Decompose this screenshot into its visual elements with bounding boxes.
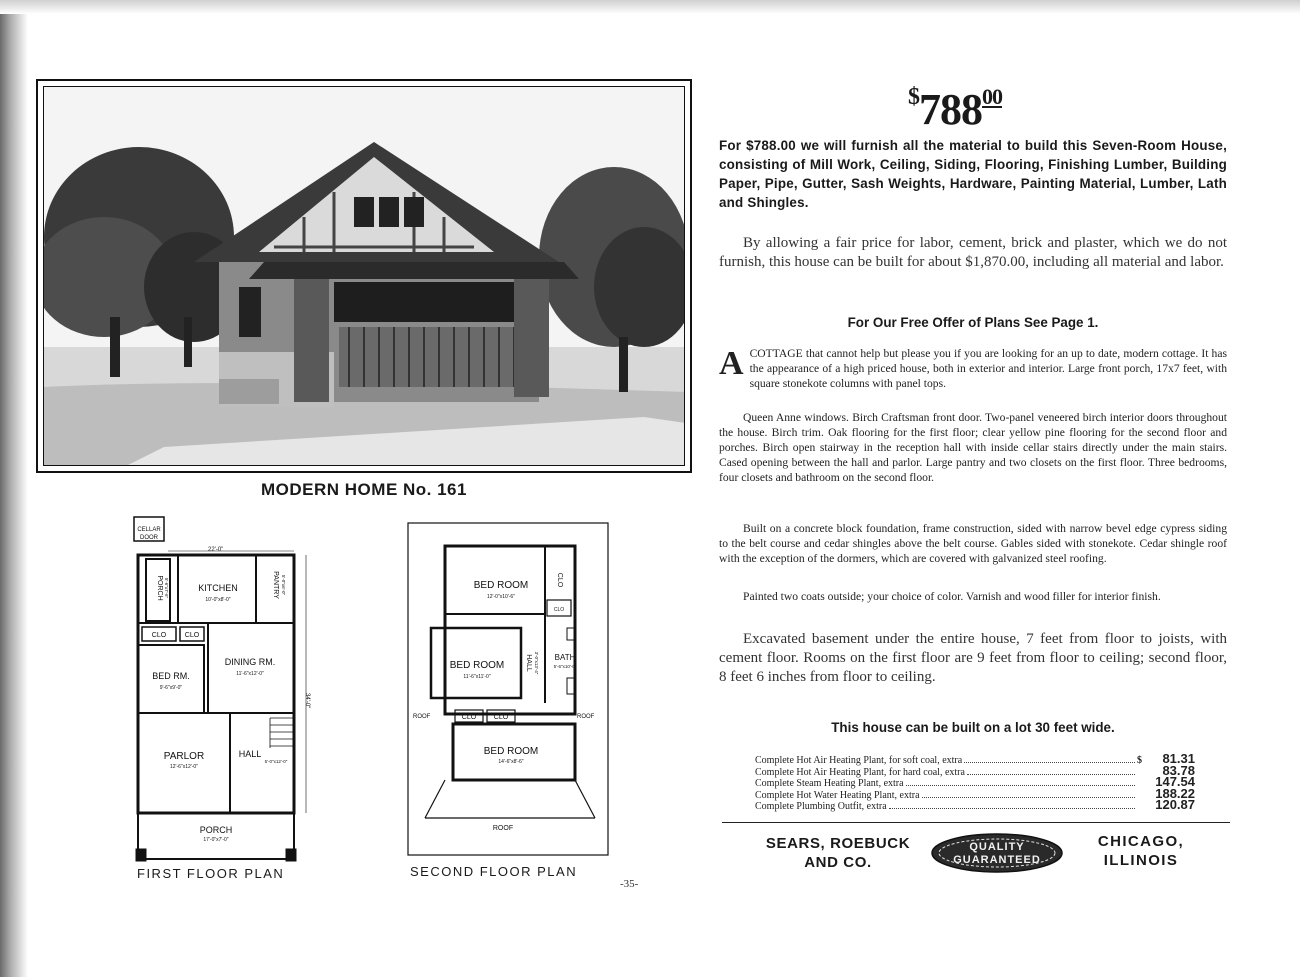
closet-1-label: CLO — [151, 632, 167, 639]
footer-divider — [722, 822, 1230, 823]
side-porch-dimensions: 5'-6"x7'-6" — [164, 577, 169, 599]
extra-item-amount: 120.87 — [1155, 797, 1195, 813]
second-floor-plan — [405, 518, 615, 863]
price-heading — [908, 72, 1002, 135]
extra-item — [755, 785, 1195, 801]
location-line-2: ILLINOIS — [1103, 852, 1179, 869]
house-drawing — [44, 87, 685, 466]
scan-top-shadow — [0, 0, 1300, 14]
house-illustration — [43, 86, 685, 466]
closet-b-label: CLO — [553, 607, 565, 613]
front-porch-dimensions: 17'-0"x7'-0" — [203, 837, 229, 843]
second-floor-caption: SECOND FLOOR PLAN — [410, 864, 578, 879]
bedroom-2-label: BED ROOM — [449, 660, 505, 671]
intro-paragraph: For $788.00 we will furnish all the material to build this Seven-Room House, consisting of Mill Work, Ceiling, Siding, Flooring, Finishing Lumber, Building Paper, Pipe, Gutter, Sash Weights, Hardware, Painting Material, Lumber, Lath and Shingles. — [719, 138, 1227, 210]
closet-d-label: CLO — [493, 714, 509, 721]
extra-item-label: Complete Steam Heating Plant, extra — [755, 778, 904, 790]
width-dimension: 22'-0" — [208, 547, 224, 553]
roof-left-label: ROOF — [413, 714, 431, 720]
extra-item — [755, 774, 1195, 790]
extra-item-amount: 83.78 — [1162, 762, 1195, 778]
closet-2-label: CLO — [184, 632, 200, 639]
description-paragraph-4: Painted two coats outside; your choice of color. Varnish and wood filler for interior finish. — [743, 590, 1161, 603]
scan-gutter-shadow — [0, 0, 28, 977]
location-line-1: CHICAGO, — [1097, 833, 1185, 850]
extra-item — [755, 762, 1195, 778]
leader-dots — [922, 797, 1135, 798]
description-paragraph-1 — [719, 346, 1227, 391]
extra-item-amount: 188.22 — [1155, 785, 1195, 801]
price-dollars: 788 — [919, 85, 982, 134]
cellar-door-label: DOOR — [140, 535, 158, 541]
extra-item-label: Complete Hot Air Heating Plant, for hard coal, extra — [755, 766, 965, 778]
extra-item-label: Complete Hot Water Heating Plant, extra — [755, 789, 920, 801]
extra-item-label: Complete Hot Air Heating Plant, for soft coal, extra — [755, 755, 963, 766]
front-porch-label: PORCH — [199, 825, 233, 835]
pantry-dimensions: 5'-0"x6'-0" — [281, 574, 286, 596]
house-illustration-frame — [36, 79, 692, 473]
quality-guaranteed-seal — [930, 832, 1064, 879]
bedroom-2-dimensions: 11'-6"x11'-0" — [463, 674, 491, 680]
company-name-line-2: AND CO. — [804, 854, 872, 871]
leader-dots — [906, 785, 1135, 786]
kitchen-dimensions: 10'-0"x8'-0" — [205, 597, 231, 603]
roof-right-label: ROOF — [577, 714, 595, 720]
roof-bottom-label: ROOF — [492, 825, 514, 832]
drop-cap: A — [719, 345, 744, 382]
depth-dimension: 34'-0" — [304, 693, 310, 709]
leader-dots — [889, 808, 1135, 809]
parlor-dimensions: 12'-6"x12'-0" — [170, 764, 198, 770]
leader-dots — [964, 762, 1135, 763]
extra-item-label: Complete Plumbing Outfit, extra — [755, 801, 887, 813]
bedroom-3-dimensions: 14'-6"x8'-6" — [498, 759, 524, 765]
description-paragraph-3: Built on a concrete block foundation, frame construction, sided with narrow bevel edge cypress siding to the belt course and cedar shingles above the belt course. Gables sided with stonekote. Cedar shingle roof with the exception of the dormers, which are covered with galvanized steel roofing. — [719, 522, 1227, 566]
price-currency: $ — [908, 84, 919, 110]
first-floor-bedroom-label: BED RM. — [152, 671, 190, 681]
page-number: -35- — [620, 878, 639, 890]
cellar-label: CELLAR — [137, 527, 161, 533]
hall-dimensions: 5'-0"x12'-0" — [264, 759, 288, 764]
company-name — [758, 834, 918, 872]
extra-item — [755, 751, 1195, 766]
labor-note: By allowing a fair price for labor, cement, brick and plaster, which we do not furnish, this house can be built for about $1,870.00, including all material and labor. — [719, 235, 1227, 270]
dining-room-label: DINING RM. — [224, 657, 276, 667]
parlor-label: PARLOR — [163, 751, 205, 762]
closet-c-label: CLO — [461, 714, 477, 721]
bedroom-1-label: BED ROOM — [473, 580, 529, 591]
seal-line-2: GUARANTEED — [953, 854, 1041, 866]
model-title: MODERN HOME No. 161 — [261, 480, 467, 499]
extra-item-amount: 147.54 — [1155, 774, 1195, 790]
bedroom-1-dimensions: 12'-0"x10'-6" — [487, 594, 515, 600]
company-name-line-1: SEARS, ROEBUCK — [765, 835, 911, 852]
closet-a-label: CLO — [556, 572, 563, 588]
dining-room-dimensions: 11'-6"x12'-0" — [236, 671, 264, 677]
bath-label: BATH — [554, 653, 576, 662]
company-location — [1076, 832, 1206, 870]
price-cents: 00 — [982, 84, 1002, 109]
bedroom-3-label: BED ROOM — [483, 746, 539, 757]
basement-paragraph: Excavated basement under the entire house, 7 feet from floor to joists, with cement floor. Rooms on the first floor are 9 feet from floor to ceiling; second floor, 8 feet 6 inches from floor to ceiling. — [719, 631, 1227, 685]
side-porch-label: PORCH — [156, 575, 163, 601]
first-floor-bedroom-dimensions: 9'-6"x9'-0" — [159, 685, 183, 691]
extra-item — [755, 797, 1195, 813]
leader-dots — [967, 774, 1135, 775]
pantry-label: PANTRY — [272, 571, 279, 599]
first-floor-caption: FIRST FLOOR PLAN — [137, 866, 285, 881]
extra-item-dollar: $ — [1137, 755, 1142, 766]
bath-dimensions: 5'-6"x10'-0" — [553, 664, 577, 669]
extras-price-list — [755, 751, 1195, 813]
description-paragraph-2: Queen Anne windows. Birch Craftsman front door. Two-panel veneered birch interior doors throughout the house. Birch trim. Oak flooring for the first floor; clear yellow pine flooring for the second floor and porches. Birch open stairway in the reception hall with inside cellar stairs directly under the main stairs. Cased opening between the hall and parlor. Large pantry and two closets on the first floor. Three bedrooms, four closets and bathroom on the second floor. — [719, 411, 1227, 485]
description-text-1: COTTAGE that cannot help but please you if you are looking for an up to date, modern cottage. It has the appearance of a high priced house, both in exterior and interior. Large front porch, 17x7 feet, with square stonekote columns with panel tops. — [749, 347, 1227, 391]
second-floor-hall-label: HALL — [525, 654, 532, 672]
free-plans-offer: For Our Free Offer of Plans See Page 1. — [847, 315, 1099, 330]
second-floor-hall-dimensions: 3'-0"x13'-4" — [534, 651, 539, 675]
hall-label: HALL — [238, 749, 262, 759]
seal-line-1: QUALITY — [969, 841, 1025, 853]
lot-width-note: This house can be built on a lot 30 feet wide. — [831, 720, 1115, 735]
extra-item-amount: 81.31 — [1162, 751, 1195, 766]
kitchen-label: KITCHEN — [198, 583, 238, 593]
first-floor-plan — [118, 513, 318, 868]
